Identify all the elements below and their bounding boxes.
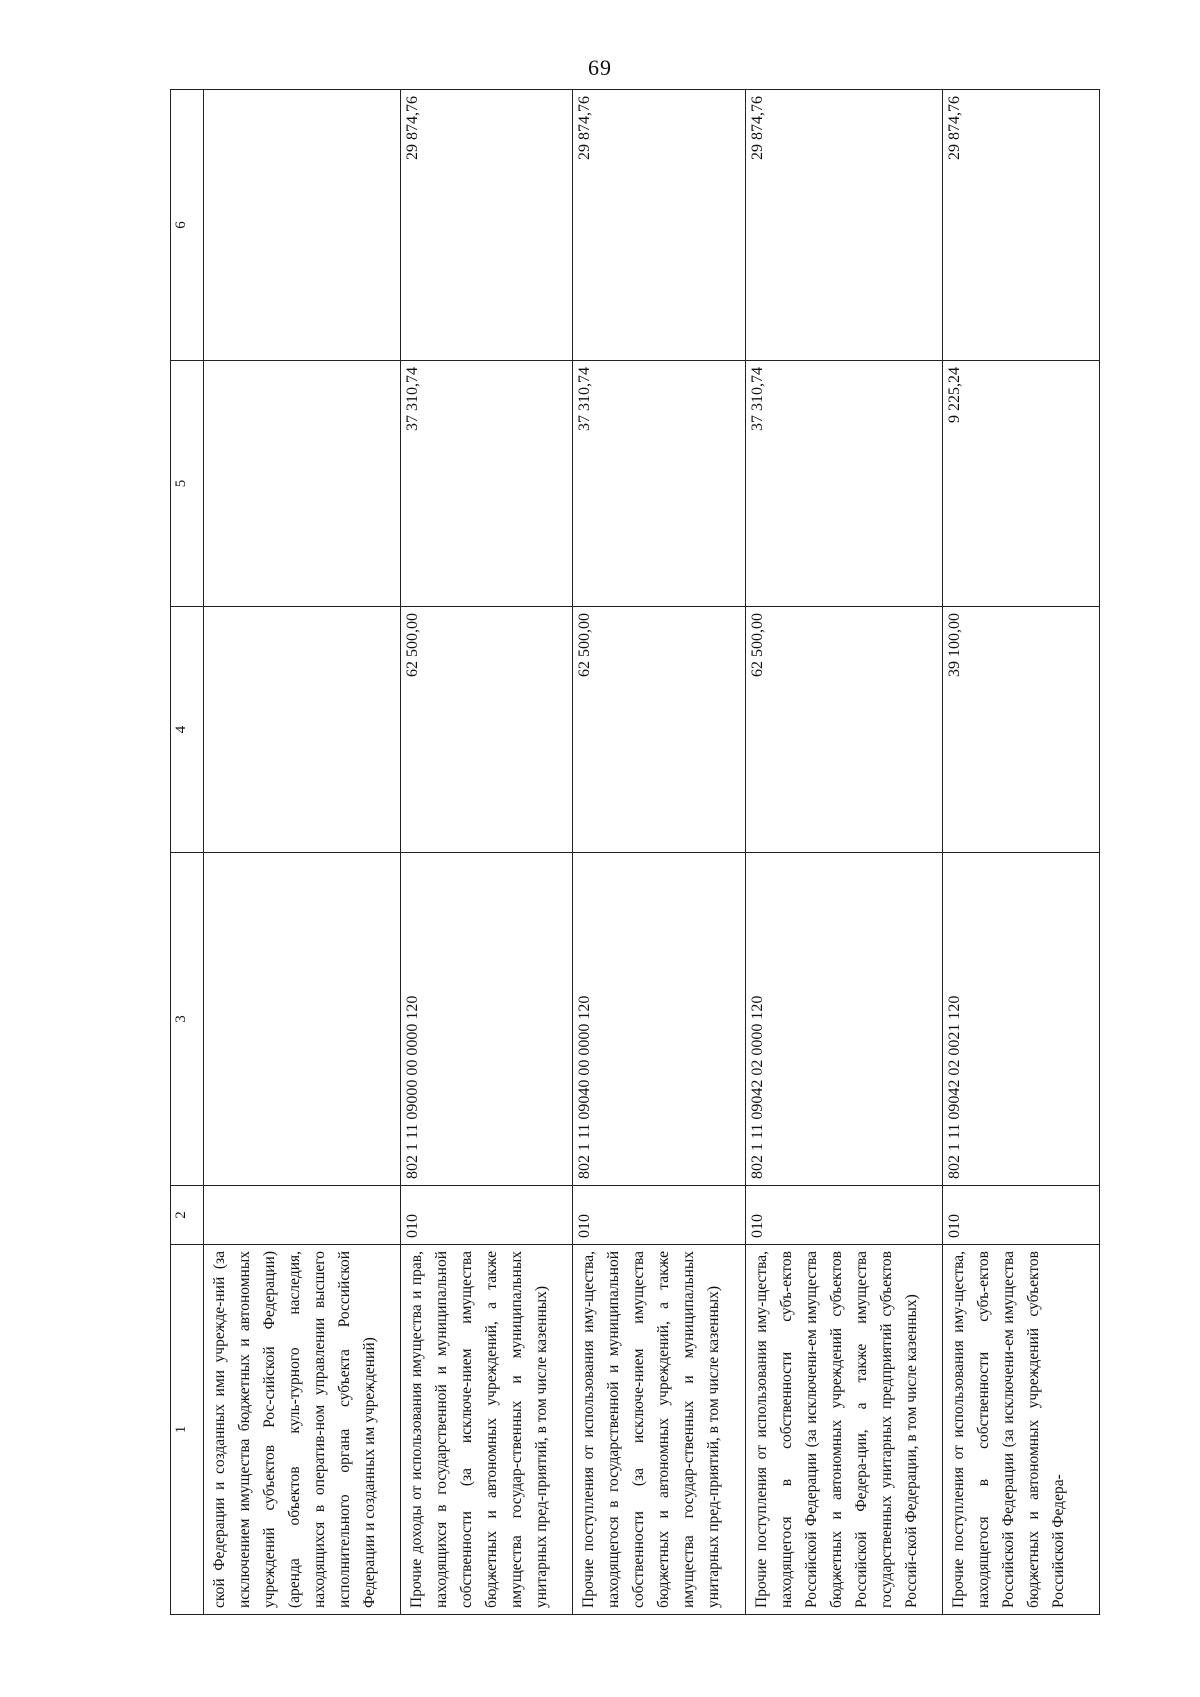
header-col-4: 4	[171, 607, 204, 853]
header-col-5: 5	[171, 361, 204, 607]
row-budget-code: 802 1 11 09000 00 0000 120	[401, 853, 573, 1186]
header-col-6: 6	[171, 90, 204, 361]
row-value-col6: 29 874,76	[942, 90, 1099, 361]
table-header-row	[171, 90, 204, 1615]
row-value-col5	[204, 361, 401, 607]
header-col-2: 2	[171, 1186, 204, 1245]
row-value-col5: 37 310,74	[401, 361, 573, 607]
revenue-table	[170, 89, 1100, 1615]
row-value-col6: 29 874,76	[573, 90, 745, 361]
header-col-1: 1	[171, 1245, 204, 1615]
row-budget-code: 802 1 11 09042 02 0000 120	[745, 853, 942, 1186]
row-value-col5: 37 310,74	[745, 361, 942, 607]
page-number: 69	[588, 55, 612, 80]
table-row	[745, 90, 942, 1615]
row-description: Прочие поступления от использования иму-щества, находящегося в государственной и муниципальной собственности (за исключе-нием имущества бюджетных и автономных учреждений, а также имущества государ-ственных и муниципальных унитарных пред-приятий, в том числе казенных)	[573, 1245, 745, 1615]
row-description: Прочие поступления от использования иму-щества, находящегося в собственности субъ-ектов Российской Федерации (за исключени-ем имущества бюджетных и автономных учреждений субъектов Российской Федера-ции, а также имущества государственных унитарных предприятий субъектов Россий-ской Федерации, в том числе казенных)	[745, 1245, 942, 1615]
table-row	[573, 90, 745, 1615]
row-value-col4: 62 500,00	[745, 607, 942, 853]
row-value-col4: 39 100,00	[942, 607, 1099, 853]
row-line-code	[204, 1186, 401, 1245]
table-row	[204, 90, 401, 1615]
row-value-col4	[204, 607, 401, 853]
row-value-col4: 62 500,00	[573, 607, 745, 853]
table-row	[401, 90, 573, 1615]
row-value-col6: 29 874,76	[745, 90, 942, 361]
row-description: ской Федерации и созданных ими учрежде-ний (за исключением имущества бюджетных и автономных учреждений субъектов Рос-сийской Федерации) (аренда объектов куль-турного наследия, находящихся в оператив-ном управлении высшего исполнительного органа субъекта Российской Федерации и созданных им учреждений)	[204, 1245, 401, 1615]
row-description: Прочие поступления от использования иму-щества, находящегося в собственности субъ-ектов Российской Федерации (за исключени-ем имущества бюджетных и автономных учреждений субъектов Российской Федера-	[942, 1245, 1099, 1615]
rotated-table-container	[170, 96, 1100, 1615]
row-budget-code: 802 1 11 09040 00 0000 120	[573, 853, 745, 1186]
header-col-3: 3	[171, 853, 204, 1186]
row-budget-code: 802 1 11 09042 02 0021 120	[942, 853, 1099, 1186]
row-value-col5: 37 310,74	[573, 361, 745, 607]
table-row	[942, 90, 1099, 1615]
row-value-col6: 29 874,76	[401, 90, 573, 361]
row-budget-code	[204, 853, 401, 1186]
row-value-col6	[204, 90, 401, 361]
row-value-col4: 62 500,00	[401, 607, 573, 853]
row-line-code: 010	[942, 1186, 1099, 1245]
row-line-code: 010	[745, 1186, 942, 1245]
row-line-code: 010	[573, 1186, 745, 1245]
row-line-code: 010	[401, 1186, 573, 1245]
row-value-col5: 9 225,24	[942, 361, 1099, 607]
row-description: Прочие доходы от использования имущества и прав, находящихся в государственной и муниципальной собственности (за исключе-нием имущества бюджетных и автономных учреждений, а также имущества государ-ственных и муниципальных унитарных пред-приятий, в том числе казенных)	[401, 1245, 573, 1615]
